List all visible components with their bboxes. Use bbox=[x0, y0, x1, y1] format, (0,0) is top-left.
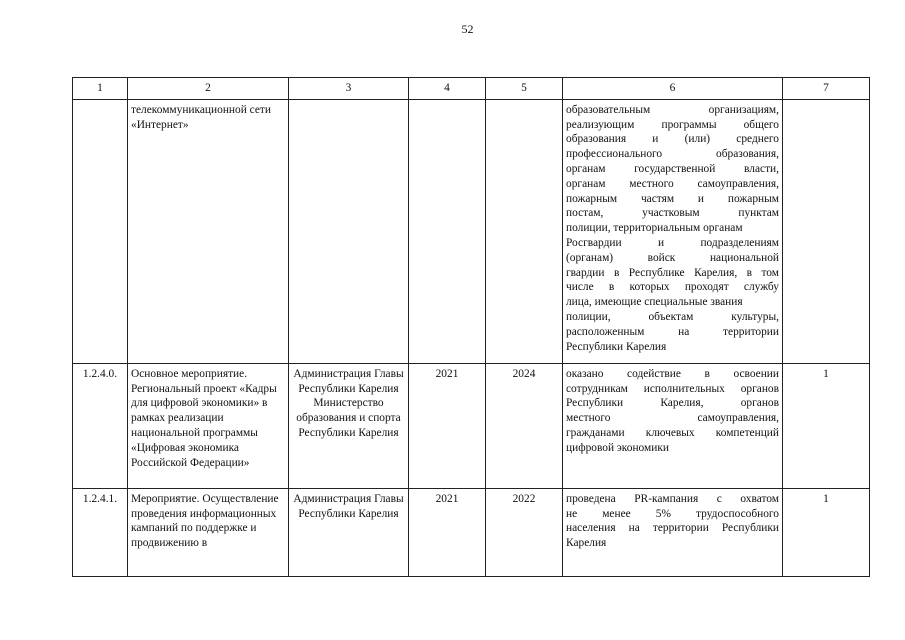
executor-cell: Администрация Главы Республики Карелия bbox=[289, 488, 409, 576]
result-line: цифровой экономики bbox=[566, 441, 669, 454]
result-cell bbox=[563, 488, 783, 576]
result-line: сотрудникам исполнительных органов bbox=[566, 382, 779, 395]
result-line: профессионального образования, bbox=[566, 148, 779, 161]
measures-table bbox=[72, 77, 870, 577]
column-header: 1 bbox=[73, 78, 128, 100]
result-line: гвардии в Республике Карелия, в том bbox=[566, 266, 779, 279]
result-line: населения на территории Республики bbox=[566, 522, 779, 535]
column-header: 4 bbox=[409, 78, 486, 100]
end-year-cell bbox=[486, 99, 563, 363]
result-line: полиции, объектам культуры, bbox=[566, 310, 779, 323]
table-row bbox=[73, 99, 870, 363]
executor-cell bbox=[289, 99, 409, 363]
measure-name-cell: Основное мероприятие. Региональный проект «Кадры для цифровой экономики» в рамках реализации национальной программы «Цифровая экономика Российской Федерации» bbox=[128, 363, 289, 488]
column-header: 6 bbox=[563, 78, 783, 100]
column-header: 7 bbox=[783, 78, 870, 100]
indicator-cell: 1 bbox=[783, 363, 870, 488]
table-row bbox=[73, 363, 870, 488]
result-line: Республики Карелия bbox=[566, 340, 667, 353]
table-header-row bbox=[73, 78, 870, 100]
row-number-cell: 1.2.4.0. bbox=[73, 363, 128, 488]
result-line: расположенным на территории bbox=[566, 325, 779, 338]
result-line: постам, участковым пунктам bbox=[566, 207, 779, 220]
table-row bbox=[73, 488, 870, 576]
result-line: местного самоуправления, bbox=[566, 412, 779, 425]
row-number-cell bbox=[73, 99, 128, 363]
indicator-cell bbox=[783, 99, 870, 363]
result-line: органам местного самоуправления, bbox=[566, 177, 779, 190]
result-line: реализующим программы общего bbox=[566, 118, 779, 131]
result-line: Росгвардии и подразделениям bbox=[566, 236, 779, 249]
column-header: 5 bbox=[486, 78, 563, 100]
start-year-cell: 2021 bbox=[409, 488, 486, 576]
page-number: 52 bbox=[461, 22, 474, 36]
result-line: оказано содействие в освоении bbox=[566, 367, 779, 380]
end-year-cell: 2022 bbox=[486, 488, 563, 576]
result-line: лица, имеющие специальные звания bbox=[566, 296, 743, 309]
column-header: 2 bbox=[128, 78, 289, 100]
result-line: образовательным организациям, bbox=[566, 103, 779, 116]
measure-name-cell: Мероприятие. Осуществление проведения информационных кампаний по поддержке и продвижению в bbox=[128, 488, 289, 576]
result-cell bbox=[563, 99, 783, 363]
result-line: полиции, территориальным органам bbox=[566, 222, 743, 235]
column-header: 3 bbox=[289, 78, 409, 100]
indicator-cell: 1 bbox=[783, 488, 870, 576]
result-line: не менее 5% трудоспособного bbox=[566, 507, 779, 520]
row-number-cell: 1.2.4.1. bbox=[73, 488, 128, 576]
executor-cell: Администрация Главы Республики Карелия Министерство образования и спорта Республики Карелия bbox=[289, 363, 409, 488]
result-line: органам государственной власти, bbox=[566, 162, 779, 175]
result-line: числе в которых проходят службу bbox=[566, 281, 779, 294]
result-line: Республики Карелия, органов bbox=[566, 397, 779, 410]
start-year-cell bbox=[409, 99, 486, 363]
result-cell bbox=[563, 363, 783, 488]
result-line: пожарным частям и пожарным bbox=[566, 192, 779, 205]
result-line: гражданами ключевых компетенций bbox=[566, 426, 779, 439]
end-year-cell: 2024 bbox=[486, 363, 563, 488]
result-line: проведена PR-кампания с охватом bbox=[566, 492, 779, 505]
start-year-cell: 2021 bbox=[409, 363, 486, 488]
result-line: (органам) войск национальной bbox=[566, 251, 779, 264]
result-line: Карелия bbox=[566, 537, 607, 550]
result-line: образования и (или) среднего bbox=[566, 133, 779, 146]
measure-name-cell: телекоммуникационной сети «Интернет» bbox=[128, 99, 289, 363]
